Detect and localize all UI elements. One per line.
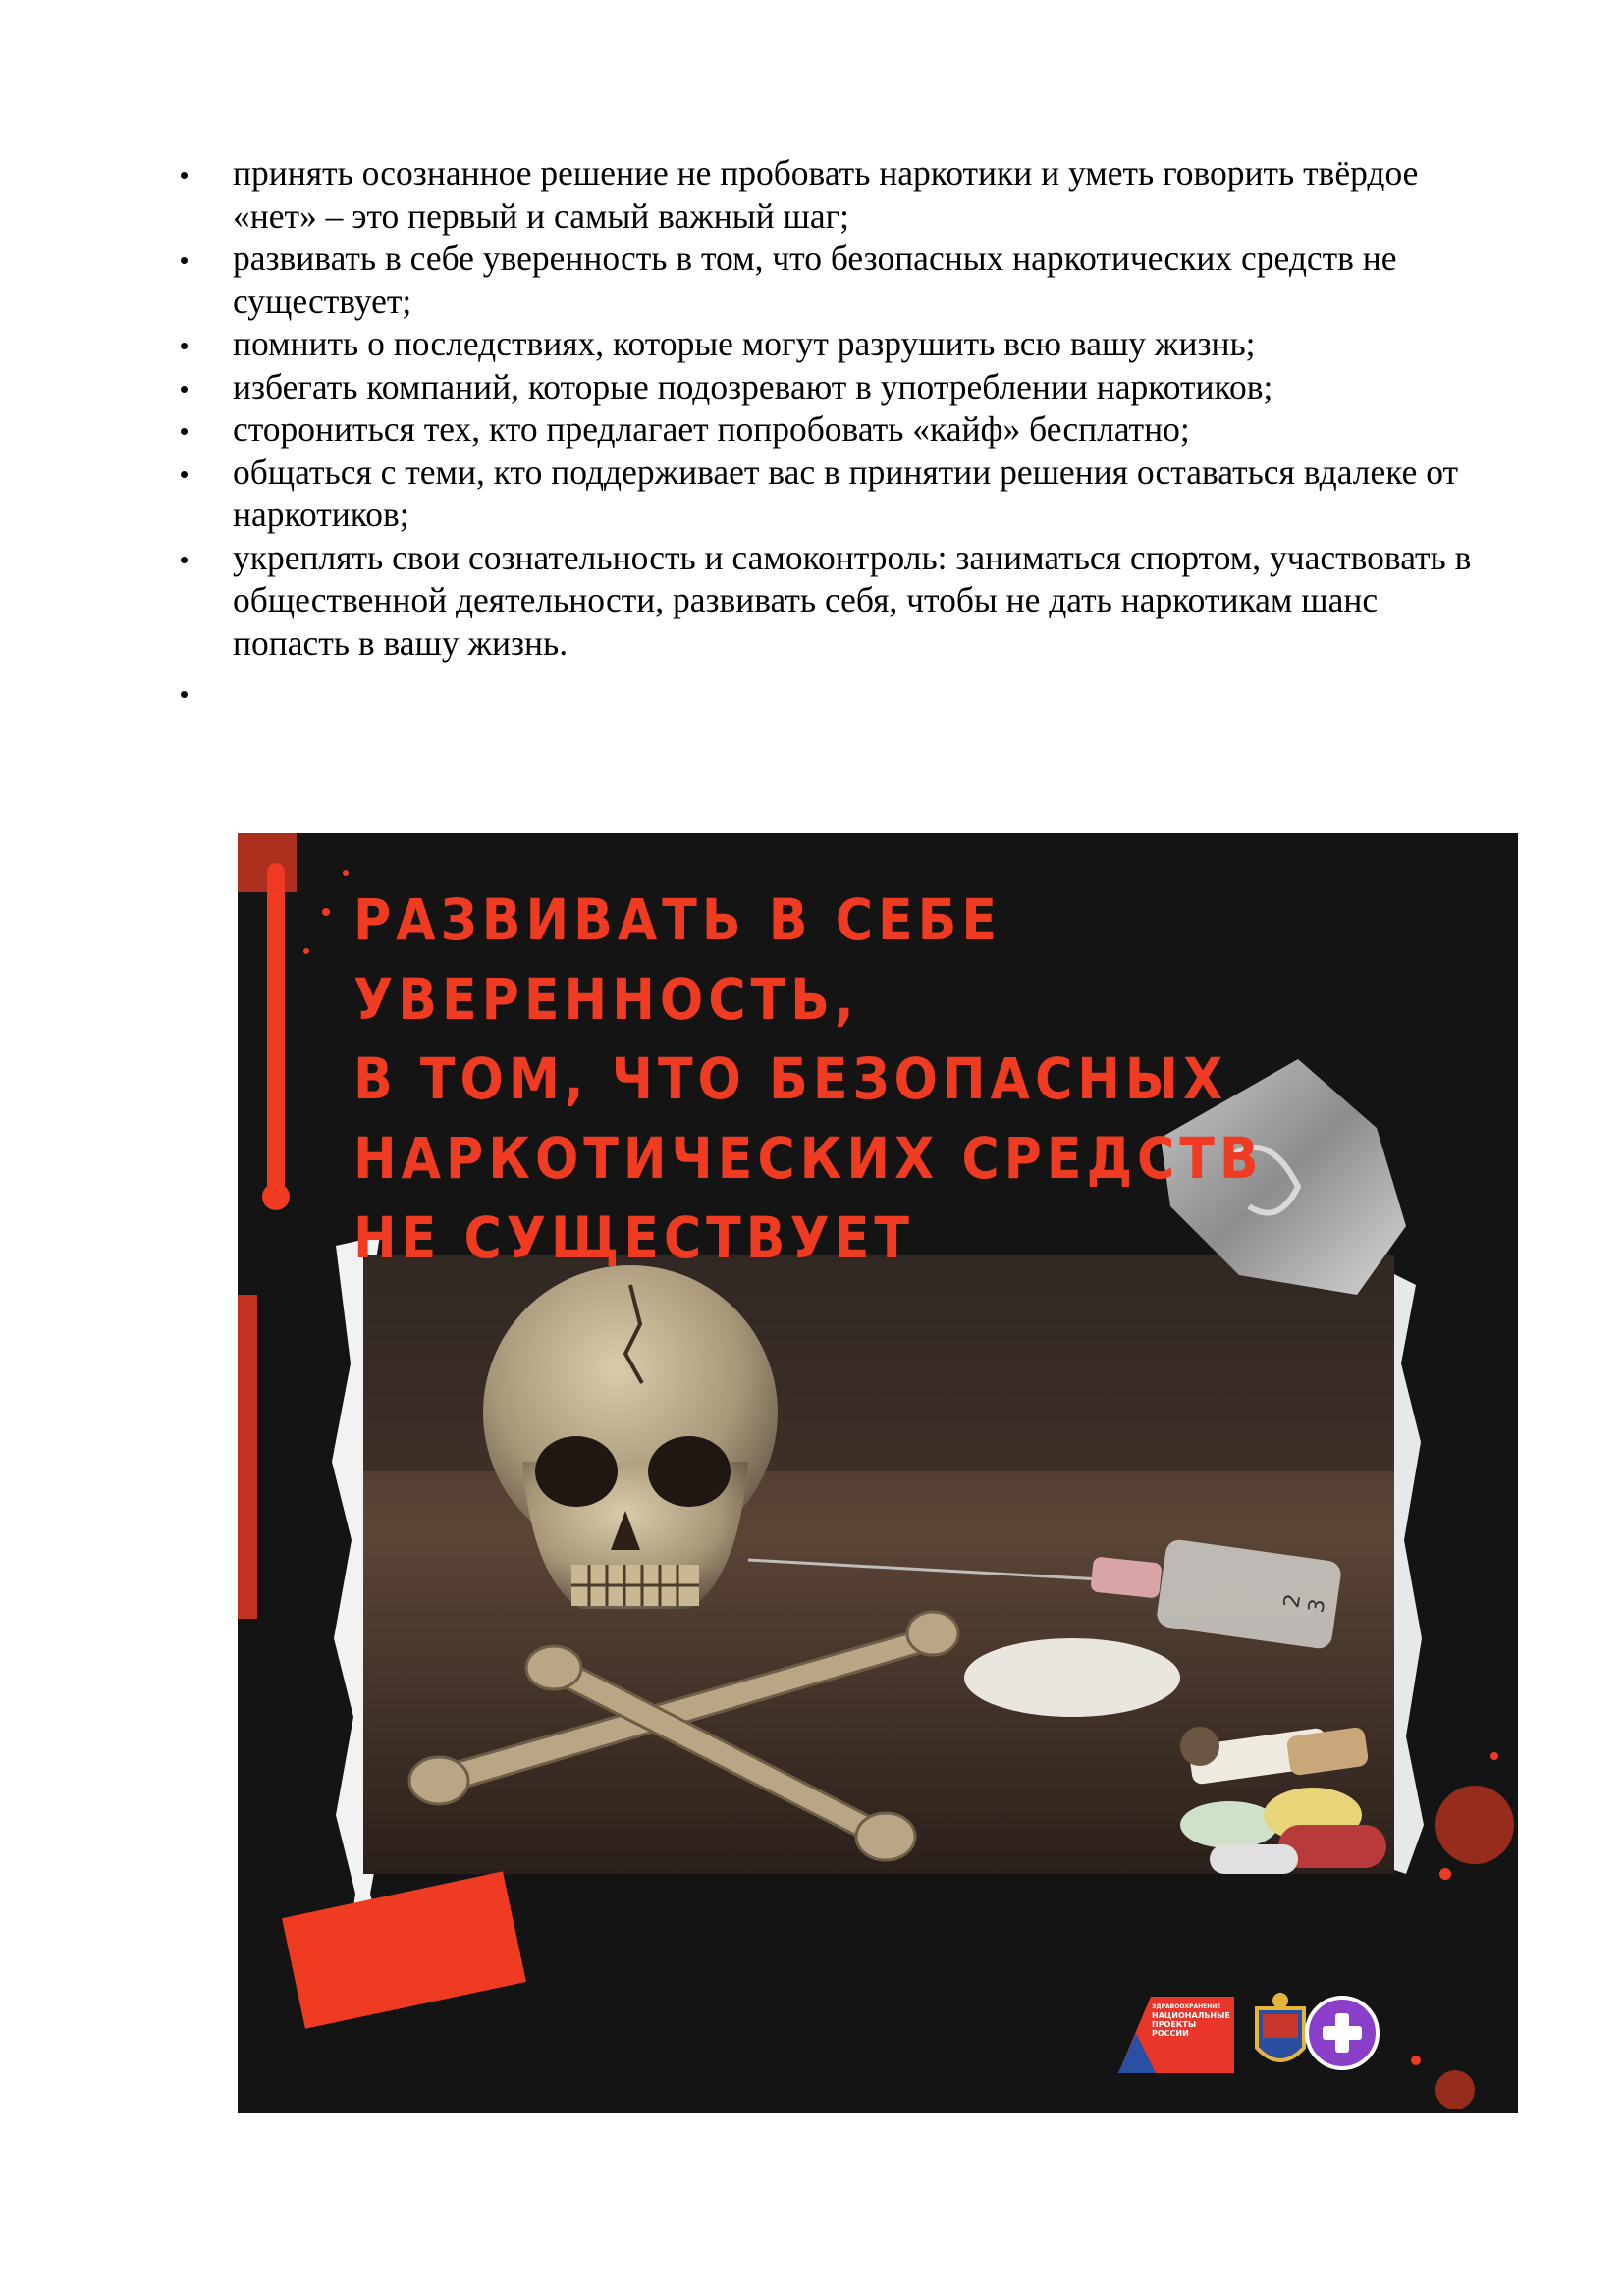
red-tape [282,1871,526,2028]
syringe-mark: 2 [1279,1591,1307,1611]
np-text-line: НАЦИОНАЛЬНЫЕ [1152,2011,1230,2020]
empty-list-item [177,666,1483,709]
list-item: помнить о последствиях, которые могут разрушить всю вашу жизнь; [177,323,1483,366]
powder [964,1638,1180,1717]
np-text-line: ПРОЕКТЫ [1152,2020,1197,2029]
list-item: общаться с теми, кто поддерживает вас в принятии решения оставаться вдалеке от наркотиков; [177,452,1483,537]
headline-line: НЕ СУЩЕСТВУЕТ [353,1204,914,1271]
poster-headline [353,881,1518,1278]
list-item: избегать компаний, которые подозревают в употреблении наркотиков; [177,366,1483,409]
headline-line: В ТОМ, ЧТО БЕЗОПАСНЫХ [353,1045,1228,1112]
headline-line: НАРКОТИЧЕСКИХ СРЕДСТВ [353,1125,1264,1192]
anti-drug-poster [238,833,1518,2113]
list-item: сторониться тех, кто предлагает попробовать «кайф» бесплатно; [177,408,1483,452]
np-text-line: РОССИИ [1152,2029,1189,2038]
syringe-mark: 3 [1304,1596,1331,1616]
list-item: укреплять свои сознательность и самоконтроль: заниматься спортом, участвовать в общественной деятельности, развивать себя, чтобы не дать наркотикам шанс попасть в вашу жизнь. [177,537,1483,666]
skull-photo [363,1255,1394,1874]
national-projects-label [1118,1997,1234,2073]
bullet-list [177,152,1483,709]
medical-logo-icon [1303,1994,1381,2072]
np-text-line: ЗДРАВООХРАНЕНИЕ [1152,2003,1221,2010]
headline-line: РАЗВИВАТЬ В СЕБЕ УВЕРЕННОСТЬ, [353,886,1002,1033]
list-item: развивать в себе уверенность в том, что безопасных наркотических средств не существует; [177,238,1483,323]
list-item: принять осознанное решение не пробовать наркотики и уметь говорить твёрдое «нет» – это первый и самый важный шаг; [177,152,1483,238]
